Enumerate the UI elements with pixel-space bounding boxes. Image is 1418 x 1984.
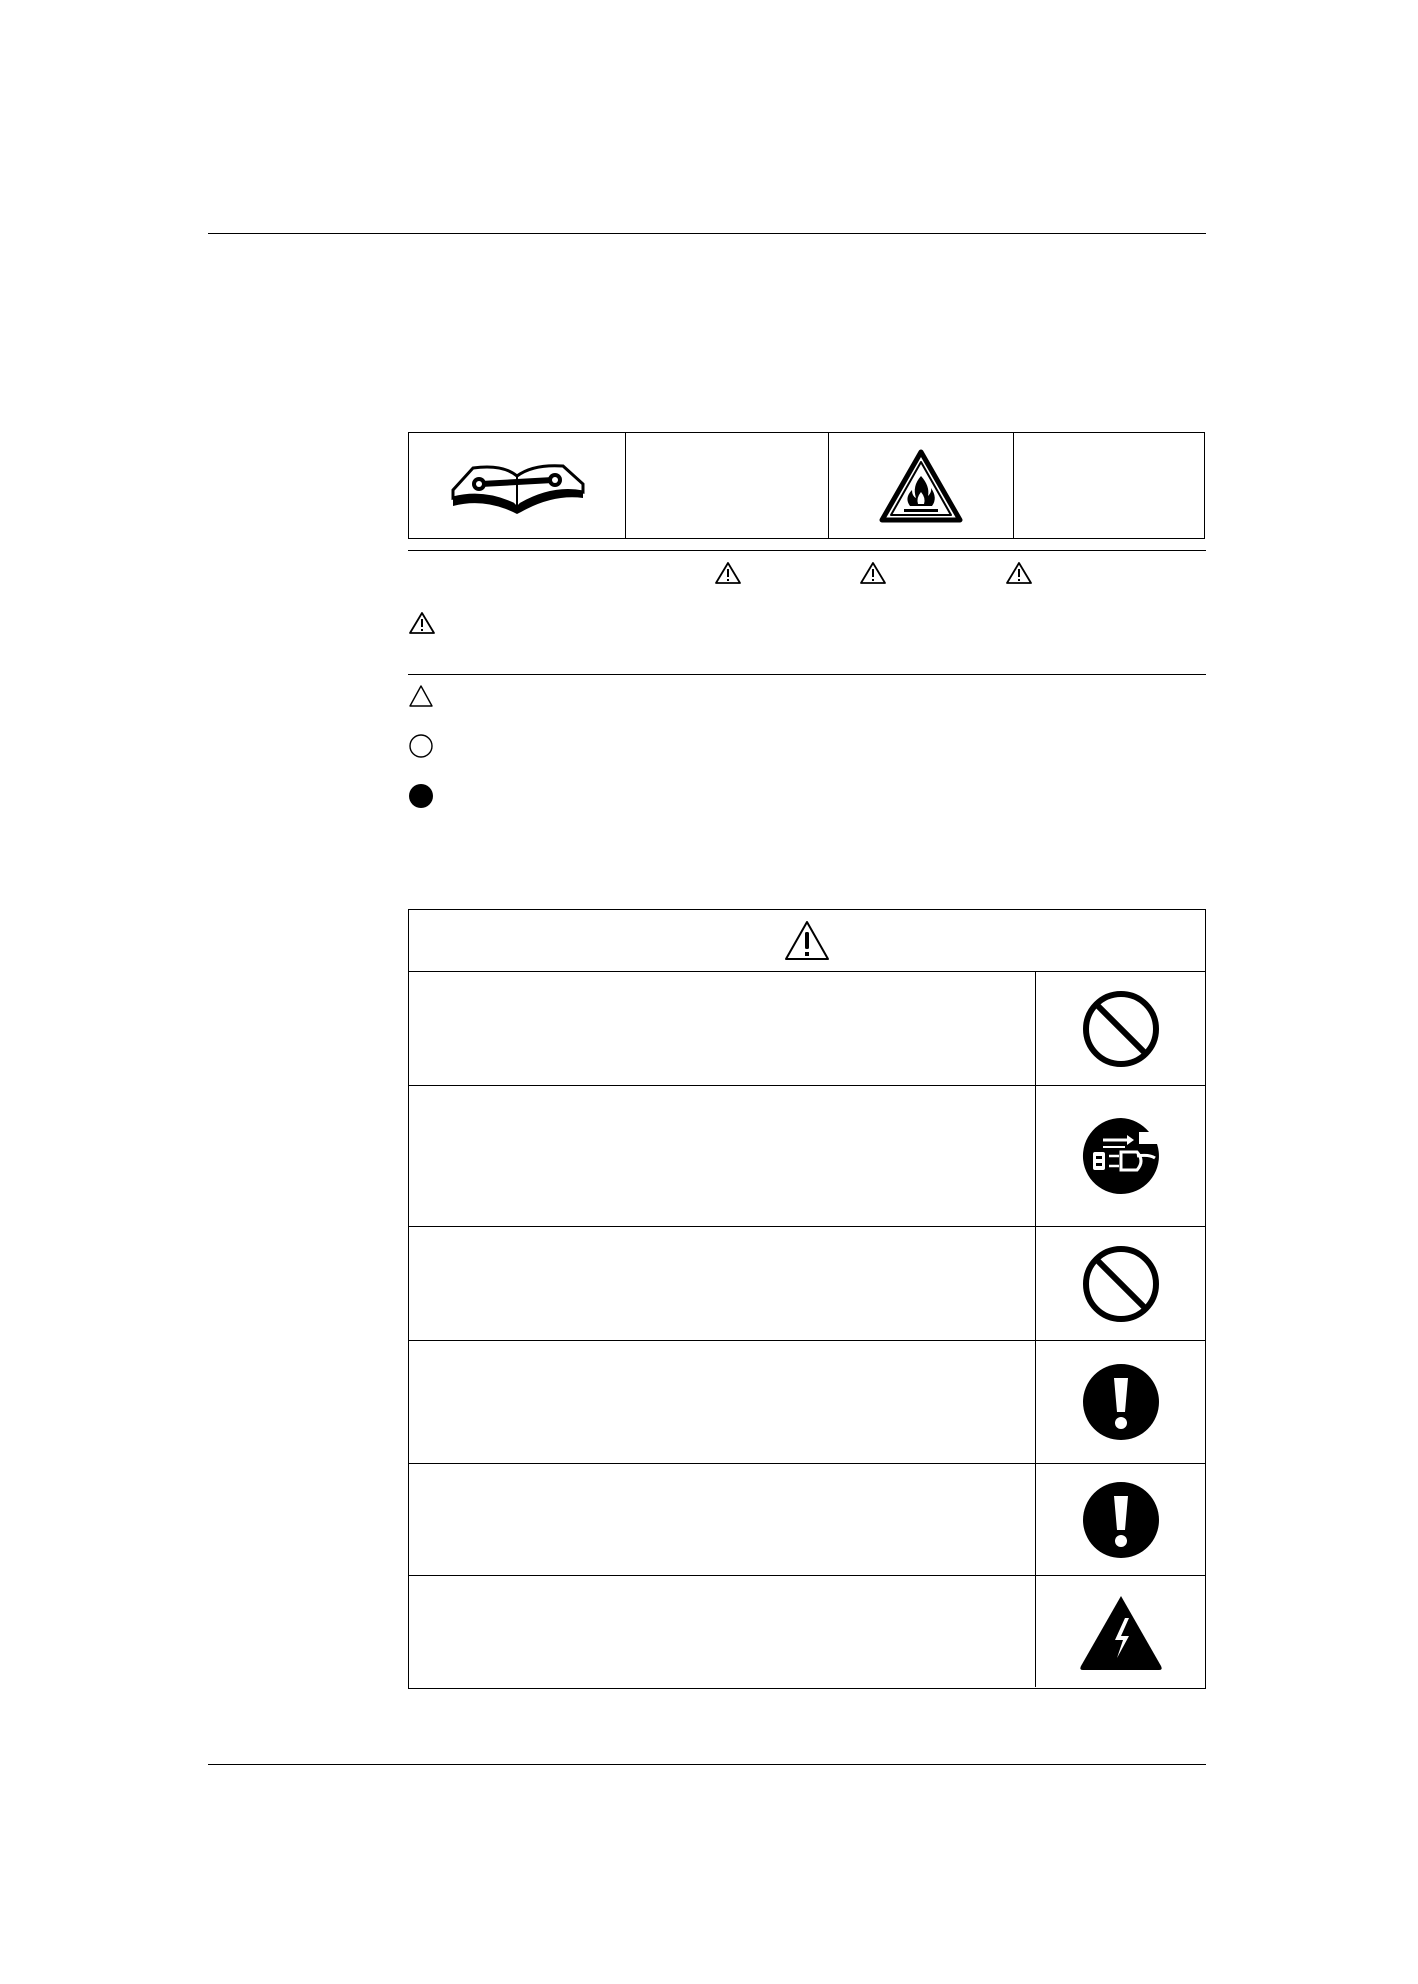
warning-table-header [409, 910, 1205, 972]
section-rule-2 [408, 674, 1206, 675]
warning-row-text [409, 1341, 1036, 1463]
symbol-cell-manual [409, 433, 626, 538]
symbol-table [408, 432, 1205, 539]
warning-row [409, 1341, 1205, 1464]
warning-row [409, 1464, 1205, 1576]
mandatory-exclamation-icon [1081, 1362, 1161, 1442]
warning-row-icon-cell [1036, 1341, 1205, 1463]
warning-row [409, 1576, 1205, 1687]
warning-row-text [409, 972, 1036, 1085]
flammable-warning-icon [878, 448, 964, 524]
prohibition-icon [1081, 1244, 1161, 1324]
warning-row-text [409, 1464, 1036, 1575]
warning-row-icon-cell [1036, 972, 1205, 1085]
circle-outline-icon [408, 733, 434, 759]
symbol-cell-flammable [829, 433, 1014, 538]
warning-row-icon-cell [1036, 1576, 1205, 1687]
triangle-outline-icon [408, 684, 434, 708]
inline-warning-icon-4 [408, 611, 436, 635]
inline-warning-icon-3 [1005, 561, 1033, 585]
warning-row-icon-cell [1036, 1227, 1205, 1340]
warning-row [409, 1086, 1205, 1227]
electric-shock-icon [1077, 1592, 1165, 1672]
warning-row-icon-cell [1036, 1464, 1205, 1575]
manual-wrench-icon [443, 450, 591, 522]
mandatory-exclamation-icon [1081, 1480, 1161, 1560]
bottom-rule [208, 1764, 1206, 1765]
warning-triangle-icon [783, 919, 831, 963]
warning-table [408, 909, 1206, 1689]
prohibition-icon [1081, 989, 1161, 1069]
circle-filled-icon [408, 783, 434, 809]
symbol-cell-text-2 [1014, 433, 1204, 538]
warning-row [409, 1227, 1205, 1341]
top-rule [208, 233, 1206, 234]
section-rule-1 [408, 550, 1206, 551]
unplug-icon [1079, 1114, 1163, 1198]
warning-row-icon-cell [1036, 1086, 1205, 1226]
warning-row [409, 972, 1205, 1086]
symbol-cell-text-1 [626, 433, 829, 538]
warning-row-text [409, 1576, 1036, 1687]
warning-row-text [409, 1086, 1036, 1226]
inline-warning-icon-2 [859, 561, 887, 585]
inline-warning-icon-1 [714, 561, 742, 585]
warning-row-text [409, 1227, 1036, 1340]
